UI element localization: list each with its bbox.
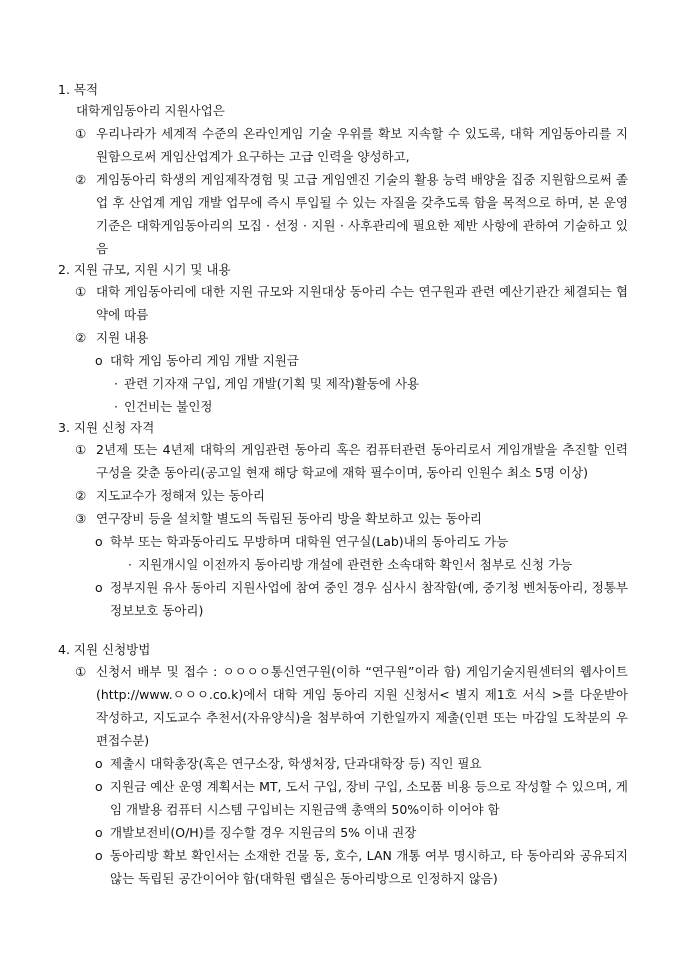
list-subitem [58,821,628,844]
item-text: 지원금 예산 운영 계획서는 MT, 도서 구입, 장비 구입, 소모품 비용 등으로 작성할 수 있으며, 게임 개발용 컴퓨터 시스템 구입비는 지원금액 총액의 50%이하 이어야 함 [110,779,628,817]
list-item [58,660,628,752]
item-text: 인건비는 불인정 [124,399,213,414]
item-marker: ① [75,284,87,299]
item-marker: o [95,779,103,794]
section-eligibility [58,418,628,622]
section-application-method [58,640,628,890]
list-subitem [58,576,628,622]
item-text: 관련 기자재 구입, 게임 개발(기획 및 제작)활동에 사용 [124,376,420,391]
section-heading: 2. 지원 규모, 지원 시기 및 내용 [58,262,231,277]
item-marker: · [114,399,118,414]
item-text: 2년제 또는 4년제 대학의 게임관련 동아리 혹은 컴퓨터관련 동아리로서 게임개발을 추진할 인력 구성을 갖춘 동아리(공고일 현재 해당 학교에 재학 필수이며, 동아리 인원수 최소 5명 이상) [96,442,628,480]
item-text: 지원개시일 이전까지 동아리방 개설에 관련한 소속대학 확인서 첨부로 신청 가능 [138,557,573,572]
item-text: 우리나라가 세계적 수준의 온라인게임 기술 우위를 확보 지속할 수 있도록, 대학 게임동아리를 지원함으로써 게임산업계가 요구하는 고급 인력을 양성하고, [96,126,628,164]
list-detail [58,553,628,576]
list-item [58,507,628,530]
item-text: 학부 또는 학과동아리도 무방하며 대학원 연구실(Lab)내의 동아리도 가능 [110,534,509,549]
section-intro: 대학게임동아리 지원사업은 [76,103,225,118]
list-subitem [58,844,628,890]
section-heading: 3. 지원 신청 자격 [58,420,155,435]
item-marker: ② [75,330,87,345]
item-text: 신청서 배부 및 접수 : ㅇㅇㅇㅇ통신연구원(이하 “연구원”이라 함) 게임기술지원센터의 웹사이트(http://www.ㅇㅇㅇ.co.k)에서 대학 게임 동아리 지원 신청서< 별지 제1호 서식 >를 다운받아 작성하고, 지도교수 추천서(자유양식)을 첨부하여 기한일까지 제출(인편 또는 마감일 도착분의 우편접수분) [96,664,628,748]
item-marker: o [95,848,103,863]
item-marker: o [95,580,103,595]
item-marker: · [128,557,132,572]
list-item [58,438,628,484]
section-purpose [58,80,628,260]
item-text: 동아리방 확보 확인서는 소재한 건물 동, 호수, LAN 개통 여부 명시하고, 타 동아리와 공유되지 않는 독립된 공간이어야 함(대학원 랩실은 동아리방으로 인정하지 않음) [110,848,628,886]
list-subitem [58,752,628,775]
item-marker: o [95,353,103,368]
item-marker: ① [75,126,87,141]
list-detail [58,372,628,395]
item-marker: · [114,376,118,391]
list-item [58,326,628,349]
item-text: 대학 게임동아리에 대한 지원 규모와 지원대상 동아리 수는 연구원과 관련 예산기관간 체결되는 협약에 따름 [96,284,628,322]
list-item [58,168,628,260]
item-text: 연구장비 등을 설치할 별도의 독립된 동아리 방을 확보하고 있는 동아리 [96,511,482,526]
item-text: 지원 내용 [96,330,149,345]
list-detail [58,395,628,418]
section-heading: 4. 지원 신청방법 [58,642,151,657]
item-marker: o [95,825,103,840]
item-text: 제출시 대학총장(혹은 연구소장, 학생처장, 단과대학장 등) 직인 필요 [110,756,482,771]
section-heading: 1. 목적 [58,82,99,97]
list-item [58,484,628,507]
item-text: 지도교수가 정해져 있는 동아리 [96,488,265,503]
section-support-scope [58,260,628,418]
item-marker: ② [75,172,87,187]
list-subitem [58,349,628,372]
list-item [58,122,628,168]
item-marker: o [95,534,103,549]
list-subitem [58,530,628,553]
item-text: 정부지원 유사 동아리 지원사업에 참여 중인 경우 심사시 참작함(예, 중기청 벤처동아리, 정통부 정보보호 동아리) [110,580,628,618]
item-text: 개발보전비(O/H)를 징수할 경우 지원금의 5% 이내 권장 [110,825,417,840]
item-marker: ③ [75,511,87,526]
item-text: 대학 게임 동아리 게임 개발 지원금 [110,353,299,368]
item-text: 게임동아리 학생의 게임제작경험 및 고급 게임엔진 기술의 활용 능력 배양을 집중 지원함으로써 졸업 후 산업계 게임 개발 업무에 즉시 투입될 수 있는 자질을 갖추도록 함을 목적으로 하며, 본 운영기준은 대학게임동아리의 모집 · 선정 · 지원 · 사후관리에 필요한 제반 사항에 관하여 기술하고 있음 [96,172,628,256]
item-marker: ① [75,664,87,679]
item-marker: ① [75,442,87,457]
item-marker: o [95,756,103,771]
item-marker: ② [75,488,87,503]
list-subitem [58,775,628,821]
list-item [58,280,628,326]
